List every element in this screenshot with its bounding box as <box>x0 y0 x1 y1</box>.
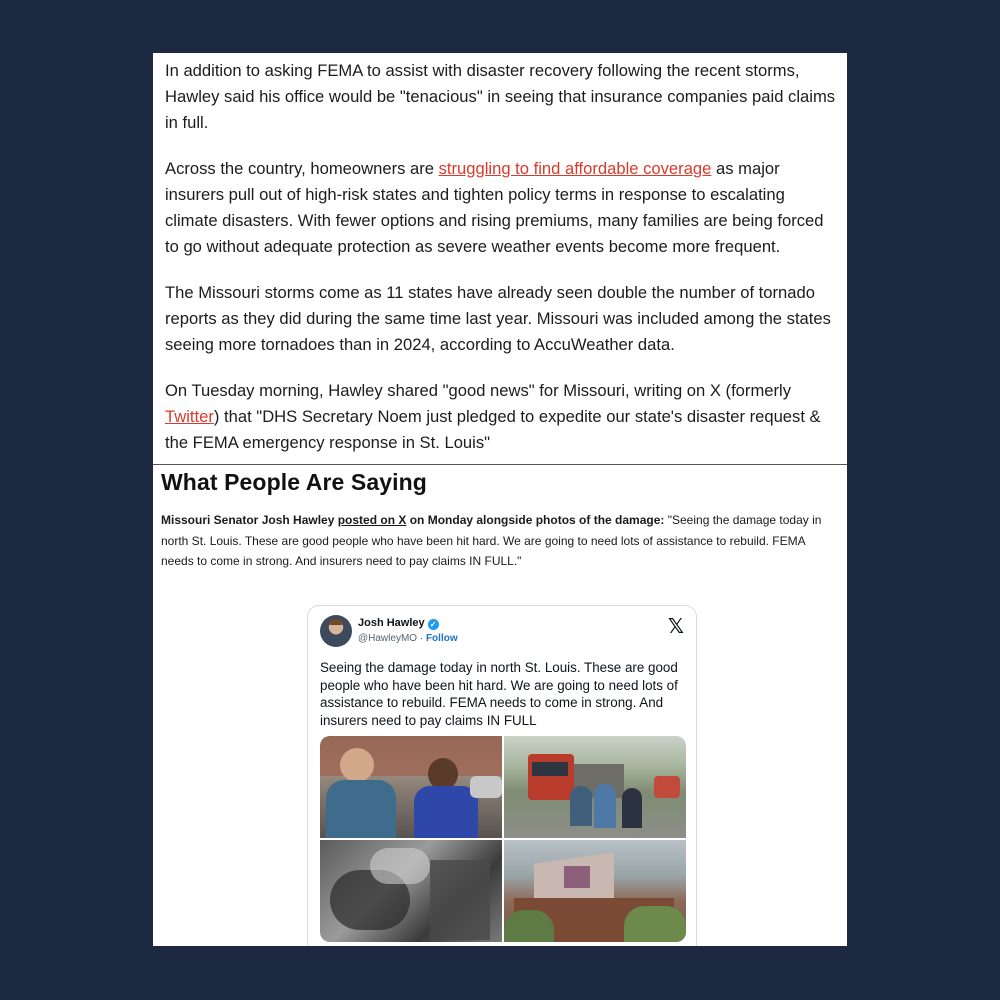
embedded-tweet[interactable] <box>307 605 697 946</box>
x-logo-icon[interactable]: 𝕏 <box>667 614 684 638</box>
tweet-handle-row <box>358 633 458 644</box>
photo-black-and-white-hands[interactable] <box>320 840 502 942</box>
section-summary <box>161 510 839 572</box>
posted-on-x-link[interactable]: posted on X <box>337 513 407 527</box>
tweet-media-grid[interactable] <box>320 736 686 942</box>
tweet-text: Seeing the damage today in north St. Louis. These are good people who have been hit hard. We are going to need lots of assistance to rebuild. FEMA needs to come in strong. And insurers need to pay claims IN FULL <box>320 660 678 728</box>
paragraph-3: The Missouri storms come as 11 states have already seen double the number of tornado reports as they did during the same time last year. Missouri was included among the states seeing more tornadoes than in 2024, according to AccuWeather data. <box>165 283 831 354</box>
tweet-header <box>308 606 696 654</box>
summary-bold-b: on Monday alongside photos of the damage: <box>406 513 665 527</box>
article-body <box>153 53 847 456</box>
summary-quote: "Seeing the damage today in north St. Louis. These are good people who have been hit hard. We are going to need lots of assistance to rebuild. FEMA needs to come in strong. And insurers need to pay claims IN FULL." <box>161 513 822 568</box>
paragraph-4-text-a: On Tuesday morning, Hawley shared "good news" for Missouri, writing on X (formerly <box>165 381 792 400</box>
twitter-link[interactable]: Twitter <box>165 407 214 426</box>
handle-separator: · <box>417 633 426 644</box>
avatar[interactable] <box>320 615 352 647</box>
paragraph-2-text-a: Across the country, homeowners are <box>165 159 439 178</box>
paragraph-4-text-b: ) that "DHS Secretary Noem just pledged to expedite our state's disaster request & the FEMA emergency response in St. Louis" <box>165 407 821 452</box>
paragraph-1: In addition to asking FEMA to assist with disaster recovery following the recent storms, Hawley said his office would be "tenacious" in seeing that insurance companies paid claims in full. <box>165 61 836 132</box>
coverage-link[interactable]: struggling to find affordable coverage <box>438 159 712 178</box>
follow-button[interactable]: Follow <box>425 633 458 644</box>
verified-badge-icon: ✓ <box>428 619 439 630</box>
tweet-handle[interactable]: @HawleyMO <box>358 633 418 644</box>
section-divider <box>153 464 847 465</box>
author-name-text: Josh Hawley <box>358 617 425 629</box>
photo-hawley-with-resident[interactable] <box>320 736 502 838</box>
photo-truck-crew[interactable] <box>504 736 686 838</box>
tweet-author-name[interactable] <box>358 617 439 630</box>
section-title: What People Are Saying <box>161 469 427 495</box>
paragraph-2-text-b: as major insurers pull out of high-risk states and tighten policy terms in response to escalating climate disasters. With fewer options and rising premiums, many families are being forced to go without adequate protection as severe weather events become more frequent. <box>165 159 824 256</box>
photo-destroyed-house[interactable] <box>504 840 686 942</box>
article-page <box>153 53 847 946</box>
paragraph-4 <box>165 378 837 456</box>
paragraph-2 <box>165 156 837 260</box>
summary-bold-a: Missouri Senator Josh Hawley <box>161 513 338 527</box>
